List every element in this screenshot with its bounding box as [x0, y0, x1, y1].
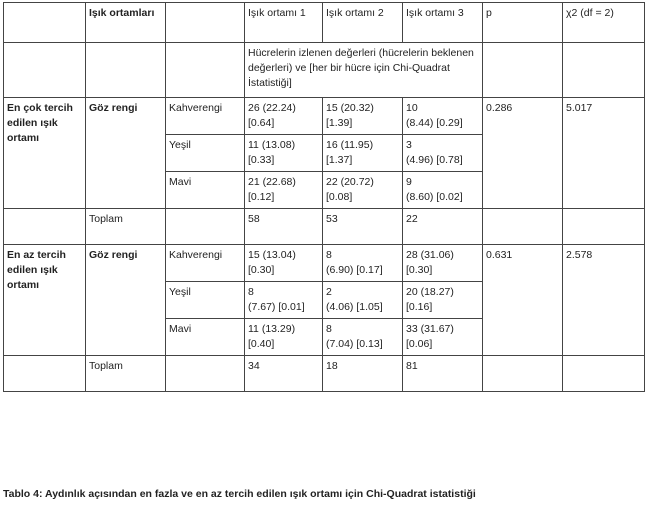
total-row [4, 209, 645, 245]
total-cell: 18 [323, 356, 403, 392]
cell: 21 (22.68) [0.12] [245, 172, 323, 209]
cell: 22 (20.72) [0.08] [323, 172, 403, 209]
cell: 16 (11.95) [1.37] [323, 135, 403, 172]
total-cell: 34 [245, 356, 323, 392]
table-caption: Tablo 4: Aydınlık açısından en fazla ve en az tercih edilen ışık ortamı için Chi-Quadrat istatistiği [3, 488, 476, 500]
cell: 15 (13.04) [0.30] [245, 245, 323, 282]
row-label: Yeşil [166, 282, 245, 319]
cell: 28 (31.06) [0.30] [403, 245, 483, 282]
cell: 26 (22.24) [0.64] [245, 98, 323, 135]
table-row [4, 98, 645, 135]
row-label: Mavi [166, 319, 245, 356]
subheader-row [4, 43, 645, 98]
row-label: Yeşil [166, 135, 245, 172]
header-chi-square: χ2 (df = 2) [563, 3, 645, 43]
cell: 33 (31.67) [0.06] [403, 319, 483, 356]
cell: 20 (18.27) [0.16] [403, 282, 483, 319]
total-cell: 58 [245, 209, 323, 245]
total-label: Toplam [86, 209, 166, 245]
header-light-env-2: Işık ortamı 2 [323, 3, 403, 43]
cell: 9 (8.60) [0.02] [403, 172, 483, 209]
chi-square-table [3, 2, 645, 392]
cell: 10 (8.44) [0.29] [403, 98, 483, 135]
total-cell: 53 [323, 209, 403, 245]
chi-square-value: 2.578 [563, 245, 645, 356]
subheader-description: Hücrelerin izlenen değerleri (hücrelerin beklenen değerleri) ve [her bir hücre için Chi-Quadrat İstatistiği] [245, 43, 483, 98]
cell: 8 (7.67) [0.01] [245, 282, 323, 319]
header-light-environments: Işık ortamları [86, 3, 166, 43]
cell: 3 (4.96) [0.78] [403, 135, 483, 172]
header-row [4, 3, 645, 43]
header-light-env-3: Işık ortamı 3 [403, 3, 483, 43]
row-label: Kahverengi [166, 98, 245, 135]
p-value: 0.631 [483, 245, 563, 356]
table-row [4, 245, 645, 282]
row-label: Kahverengi [166, 245, 245, 282]
total-cell: 22 [403, 209, 483, 245]
cell: 11 (13.29) [0.40] [245, 319, 323, 356]
group-eye-color: Göz rengi [86, 245, 166, 356]
row-label: Mavi [166, 172, 245, 209]
group-eye-color: Göz rengi [86, 98, 166, 209]
section-label-least-preferred: En az tercih edilen ışık ortamı [4, 245, 86, 356]
cell: 11 (13.08) [0.33] [245, 135, 323, 172]
cell: 2 (4.06) [1.05] [323, 282, 403, 319]
cell: 8 (6.90) [0.17] [323, 245, 403, 282]
total-cell: 81 [403, 356, 483, 392]
total-label: Toplam [86, 356, 166, 392]
cell: 15 (20.32) [1.39] [323, 98, 403, 135]
total-row [4, 356, 645, 392]
header-p: p [483, 3, 563, 43]
p-value: 0.286 [483, 98, 563, 209]
cell: 8 (7.04) [0.13] [323, 319, 403, 356]
chi-square-value: 5.017 [563, 98, 645, 209]
section-label-most-preferred: En çok tercih edilen ışık ortamı [4, 98, 86, 209]
header-light-env-1: Işık ortamı 1 [245, 3, 323, 43]
